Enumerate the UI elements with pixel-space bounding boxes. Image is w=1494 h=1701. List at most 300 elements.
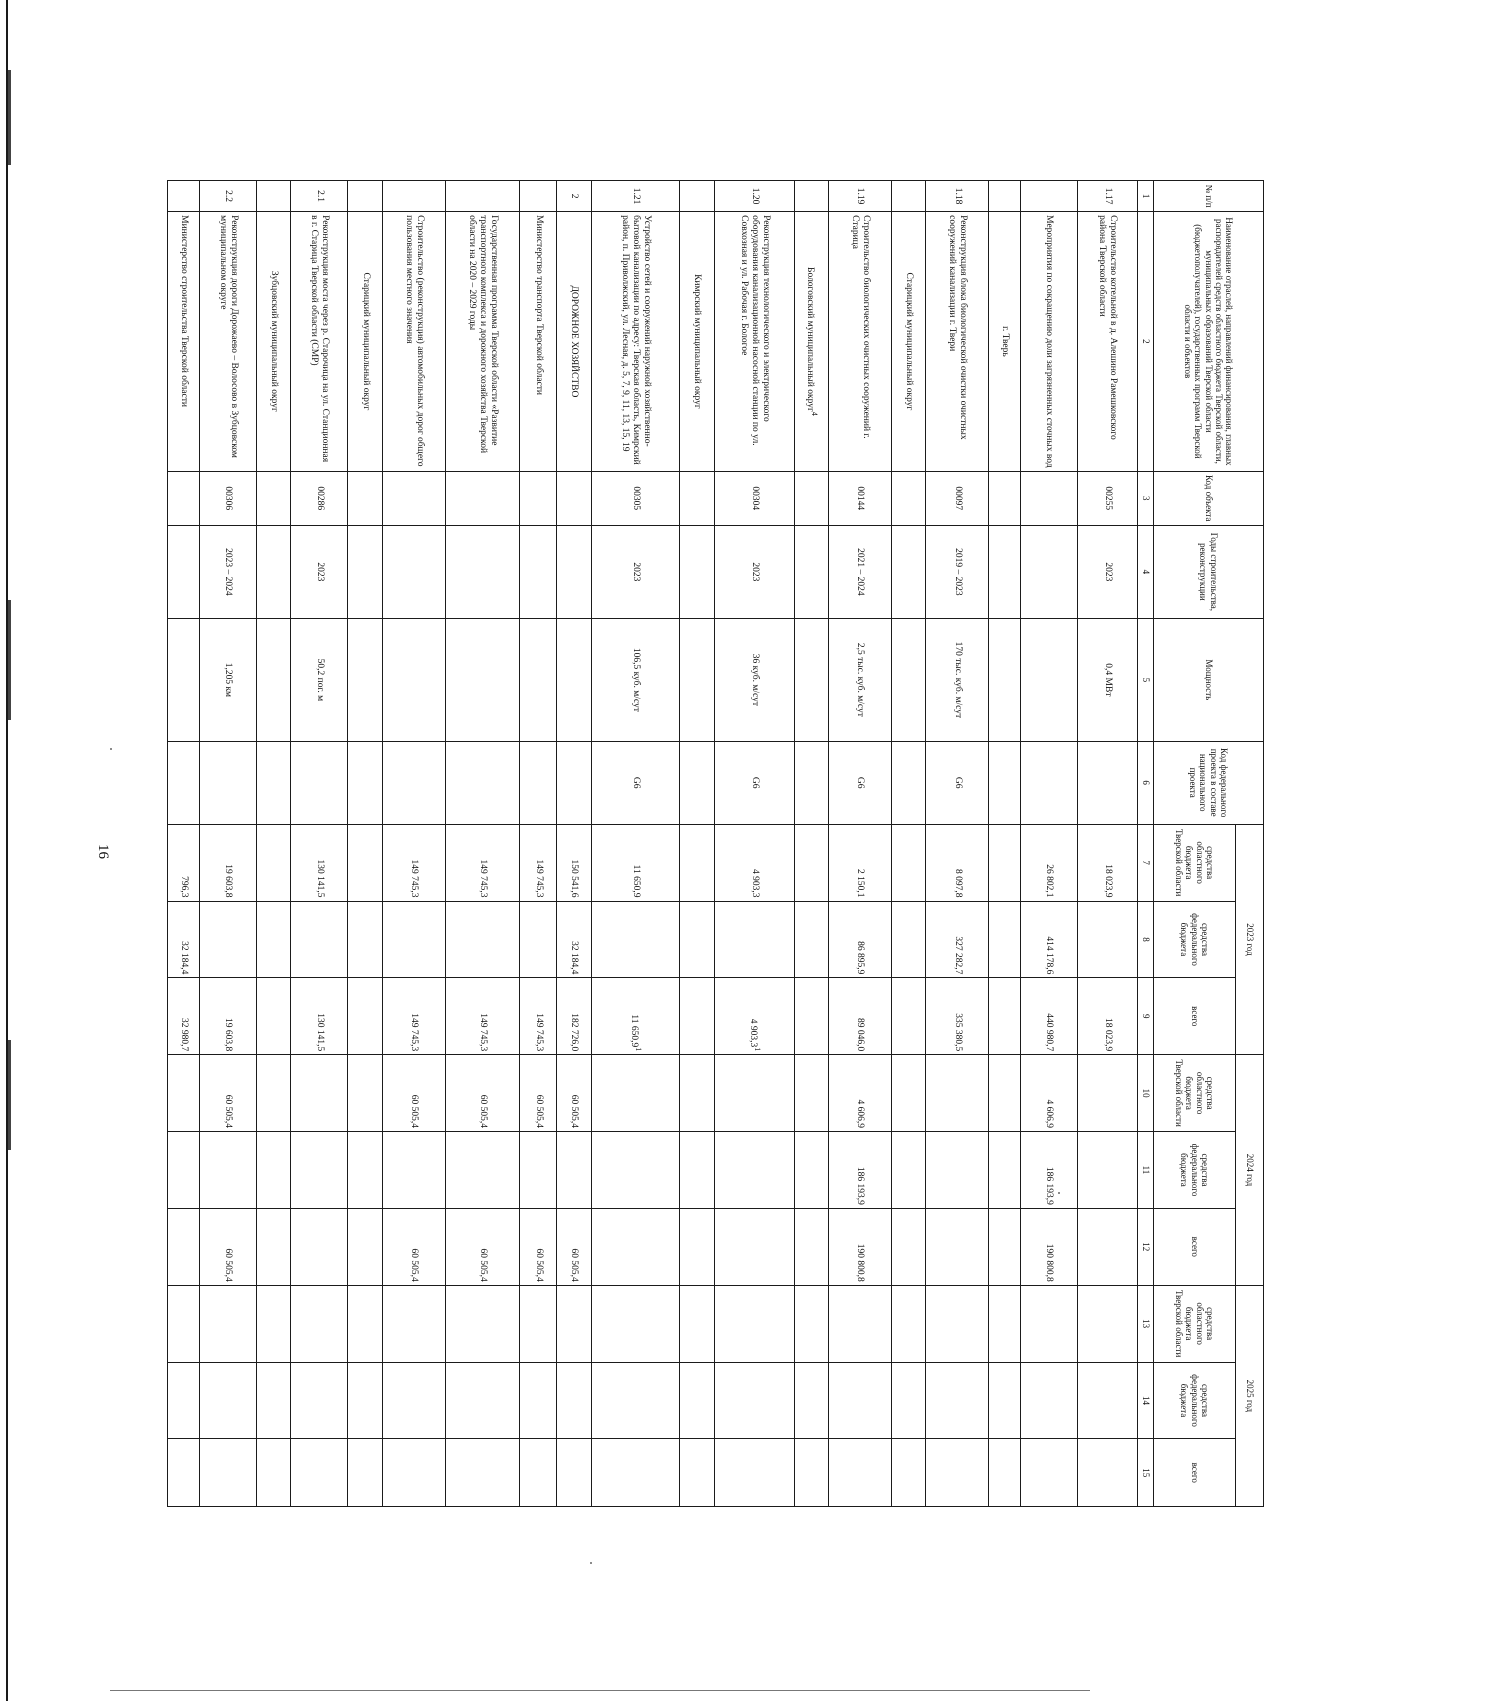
amount-cell (794, 1439, 828, 1507)
amount-cell (714, 901, 794, 978)
amount-cell (256, 1055, 290, 1132)
amount-cell (714, 978, 794, 1055)
amount-cell (291, 1285, 348, 1362)
amount-cell (348, 1362, 382, 1439)
row-name-text: Строительство биологических очистных сооружений г. Старица (850, 215, 871, 439)
amount-value: 60 505,4 (533, 1248, 544, 1282)
amount-cell (1020, 1439, 1077, 1507)
footnote-marker: 4 (809, 411, 819, 416)
amount-value: 89 046,0 (855, 1017, 866, 1052)
header-total: всего (1154, 1208, 1236, 1285)
amount-cell (291, 1208, 348, 1285)
federal-project-code (1077, 741, 1137, 824)
row-name (1020, 212, 1077, 472)
row-name (829, 212, 892, 472)
amount-value: 130 141,5 (314, 859, 325, 898)
amount-cell (199, 1285, 256, 1362)
column-number: 7 (1138, 824, 1154, 901)
row-name (891, 212, 925, 472)
construction-years (989, 525, 1020, 618)
federal-project-code (168, 741, 200, 824)
amount-cell (926, 1362, 989, 1439)
federal-project-code (382, 741, 445, 824)
capacity (891, 619, 925, 742)
table-row (794, 181, 828, 1507)
federal-project-code (926, 741, 989, 824)
amount-value: 60 505,4 (223, 1248, 234, 1282)
amount-cell (256, 1132, 290, 1209)
federal-project-code (989, 741, 1020, 824)
federal-project-code-text: G6 (630, 776, 641, 789)
capacity (680, 619, 714, 742)
object-code (520, 471, 557, 525)
construction-years-text: 2023 (630, 562, 641, 582)
amount-cell (1077, 901, 1137, 978)
amount-cell (1077, 824, 1137, 901)
row-name-text: Министерство транспорта Тверской области (533, 215, 544, 395)
amount-value: 130 141,5 (314, 1013, 325, 1052)
amount-cell (891, 978, 925, 1055)
column-number: 3 (1138, 471, 1154, 525)
amount-cell (291, 1132, 348, 1209)
amount-cell (382, 1285, 445, 1362)
federal-project-code (714, 741, 794, 824)
scan-bottom-line (110, 1690, 1090, 1691)
row-name (256, 212, 290, 472)
amount-cell (557, 824, 591, 901)
row-name (680, 212, 714, 472)
capacity (1077, 619, 1137, 742)
amount-cell (199, 1362, 256, 1439)
object-code (926, 471, 989, 525)
row-name-text: Строительство (реконструкция) автомобильных дорог общего пользования местного значения (403, 215, 425, 467)
amount-cell (829, 901, 892, 978)
header-federal-code: Код федерального проекта в составе национального проекта (1154, 741, 1264, 824)
construction-years (557, 525, 591, 618)
amount-value: 190 800,8 (855, 1243, 866, 1282)
federal-project-code (591, 741, 680, 824)
amount-cell (1077, 1439, 1137, 1507)
amount-cell (989, 978, 1020, 1055)
amount-cell (1077, 978, 1137, 1055)
amount-cell (557, 1439, 591, 1507)
amount-cell (794, 978, 828, 1055)
construction-years (348, 525, 382, 618)
amount-cell (591, 1439, 680, 1507)
table-row (926, 181, 989, 1507)
financing-table (167, 180, 1264, 1507)
amount-value: 32 184,4 (569, 941, 580, 975)
header-num: № п/п (1154, 181, 1264, 212)
amount-value: 60 505,4 (409, 1094, 420, 1129)
amount-cell (714, 1362, 794, 1439)
amount-cell (520, 1208, 557, 1285)
amount-cell (256, 978, 290, 1055)
table-row (557, 181, 591, 1507)
amount-cell (891, 1208, 925, 1285)
amount-cell (382, 978, 445, 1055)
federal-project-code-text: G6 (749, 776, 760, 789)
capacity (168, 619, 200, 742)
amount-cell (591, 978, 680, 1055)
amount-cell (168, 1132, 200, 1209)
amount-cell (557, 978, 591, 1055)
header-capacity: Мощность (1154, 619, 1264, 742)
row-number-text: 2.1 (314, 190, 325, 202)
federal-project-code-text: G6 (952, 776, 963, 789)
amount-cell (348, 978, 382, 1055)
amount-cell (520, 1362, 557, 1439)
amount-cell (199, 978, 256, 1055)
amount-cell (680, 1285, 714, 1362)
row-name-text: Государственная программа Тверской области «Развитие транспортного комплекса и дорожного хозяйства Тверской области на 2020 – 2029 годы (466, 215, 499, 454)
row-name-text: Мероприятия по сокращению доли загрязненных сточных вод (1044, 215, 1055, 468)
construction-years (445, 525, 519, 618)
footnote-marker: 1 (633, 1047, 643, 1052)
column-number: 2 (1138, 212, 1154, 472)
header-federal-budget: средства федерального бюджета (1154, 1362, 1236, 1439)
object-code (829, 471, 892, 525)
row-name (591, 212, 680, 472)
amount-value: 186 193,9 (855, 1166, 866, 1205)
capacity (989, 619, 1020, 742)
federal-project-code-text: G6 (855, 776, 866, 789)
table-row (1077, 181, 1137, 1507)
object-code (382, 471, 445, 525)
amount-cell (829, 1362, 892, 1439)
scan-edge (6, 0, 8, 1701)
capacity-text: 106,5 куб. м/сут (630, 647, 641, 712)
amount-cell (445, 824, 519, 901)
amount-cell (714, 1285, 794, 1362)
amount-value: 150 541,6 (569, 859, 580, 898)
column-number: 12 (1138, 1208, 1154, 1285)
construction-years-text: 2023 (1102, 562, 1113, 582)
amount-cell (829, 978, 892, 1055)
object-code-text: 00304 (749, 486, 760, 511)
amount-cell (291, 901, 348, 978)
object-code-text: 00097 (952, 486, 963, 511)
capacity (714, 619, 794, 742)
amount-cell (1020, 901, 1077, 978)
row-number-text: 1.19 (855, 187, 866, 205)
amount-cell (1020, 1055, 1077, 1132)
amount-cell (794, 1055, 828, 1132)
amount-cell (168, 1285, 200, 1362)
table-row (989, 181, 1020, 1507)
row-name-text: Устройство сетей и сооружений наружной хозяйственно-бытовой канализации по адресу: Тверская область, Кимрский район, п. Приволжский, ул. Лесная, д. 5, 7, 9, 11, 13, 15, 19 (619, 215, 652, 465)
capacity-text: 170 тыс. куб. м/сут (952, 641, 963, 719)
amount-cell (829, 1055, 892, 1132)
object-code-text: 00286 (314, 486, 325, 511)
scan-mark (8, 600, 11, 720)
row-number (557, 181, 591, 212)
amount-cell (591, 901, 680, 978)
amount-cell (680, 1132, 714, 1209)
amount-value: 60 505,4 (409, 1248, 420, 1282)
table-row (168, 181, 200, 1507)
amount-cell (256, 1208, 290, 1285)
amount-cell (557, 1132, 591, 1209)
amount-cell (591, 824, 680, 901)
construction-years (794, 525, 828, 618)
amount-value: 18 023,9 (1102, 864, 1113, 898)
amount-cell (680, 824, 714, 901)
amount-cell (445, 901, 519, 978)
column-number: 4 (1138, 525, 1154, 618)
table-row (1020, 181, 1077, 1507)
object-code (591, 471, 680, 525)
scan-mark (8, 70, 11, 165)
object-code (168, 471, 200, 525)
row-number-text: 1.20 (749, 187, 760, 205)
amount-cell (445, 1208, 519, 1285)
capacity (445, 619, 519, 742)
amount-cell (382, 824, 445, 901)
row-name-text: Бологовский муниципальный округ (804, 266, 815, 412)
amount-value: 4 903,3 (747, 1018, 758, 1048)
column-number: 15 (1138, 1439, 1154, 1507)
federal-project-code (445, 741, 519, 824)
table-row (348, 181, 382, 1507)
amount-cell (591, 1055, 680, 1132)
capacity-text: 0,4 МВт (1102, 663, 1113, 697)
federal-project-code (557, 741, 591, 824)
amount-cell (256, 1439, 290, 1507)
table-row (680, 181, 714, 1507)
amount-cell (891, 1439, 925, 1507)
scan-dot (590, 1562, 592, 1564)
amount-value: 26 802,1 (1044, 864, 1055, 898)
row-number (989, 181, 1020, 212)
row-name-text: Кимрский муниципальный округ (692, 274, 703, 409)
row-number (199, 181, 256, 212)
amount-cell (926, 1439, 989, 1507)
object-code (794, 471, 828, 525)
amount-value: 86 895,9 (855, 941, 866, 975)
row-number (794, 181, 828, 212)
federal-project-code (291, 741, 348, 824)
federal-project-code (256, 741, 290, 824)
amount-value: 32 184,4 (178, 941, 189, 975)
construction-years (891, 525, 925, 618)
construction-years (256, 525, 290, 618)
amount-cell (445, 978, 519, 1055)
column-number-row (1138, 181, 1154, 1507)
amount-cell (348, 1285, 382, 1362)
amount-cell (348, 1439, 382, 1507)
amount-cell (168, 978, 200, 1055)
construction-years-text: 2023 (749, 562, 760, 582)
table-container (167, 180, 1494, 1483)
row-name (382, 212, 445, 472)
row-number (1020, 181, 1077, 212)
amount-cell (520, 1439, 557, 1507)
amount-value: 149 745,3 (477, 859, 488, 898)
federal-project-code (199, 741, 256, 824)
header-regional-budget: средства областного бюджета Тверской области (1154, 1055, 1236, 1132)
row-name-text: Старицкий муниципальный округ (904, 272, 915, 411)
header-regional-budget: средства областного бюджета Тверской области (1154, 824, 1236, 901)
capacity (199, 619, 256, 742)
capacity (926, 619, 989, 742)
amount-value: 149 745,3 (533, 1013, 544, 1052)
amount-cell (199, 1132, 256, 1209)
amount-cell (1077, 1285, 1137, 1362)
header-name: Наименование отраслей, направлений финансирования, главных распорядителей средств областного бюджета Тверской области, муниципальных образований Тверской области (бюджетополучателей), государственных программ Тверской области и объектов (1154, 212, 1264, 472)
amount-cell (168, 1362, 200, 1439)
capacity (557, 619, 591, 742)
amount-value: 190 800,8 (1044, 1243, 1055, 1282)
construction-years-text: 2023 – 2024 (223, 548, 234, 596)
amount-value: 60 505,4 (477, 1248, 488, 1282)
table-row (891, 181, 925, 1507)
row-name-text: Министерство строительства Тверской области (178, 215, 189, 407)
amount-cell (1077, 1362, 1137, 1439)
amount-cell (557, 1055, 591, 1132)
federal-project-code (1020, 741, 1077, 824)
header-total: всего (1154, 1439, 1236, 1507)
row-name (794, 212, 828, 472)
amount-cell (829, 1439, 892, 1507)
construction-years (714, 525, 794, 618)
amount-cell (989, 1055, 1020, 1132)
row-number (680, 181, 714, 212)
object-code-text: 00255 (1102, 486, 1113, 511)
amount-cell (891, 901, 925, 978)
amount-cell (291, 824, 348, 901)
amount-cell (680, 978, 714, 1055)
column-number: 5 (1138, 619, 1154, 742)
amount-cell (926, 978, 989, 1055)
amount-value: 19 603,8 (223, 864, 234, 898)
header-federal-budget: средства федерального бюджета (1154, 1132, 1236, 1209)
page-number: 16 (95, 844, 111, 859)
object-code-text: 00305 (630, 486, 641, 511)
amount-cell (591, 1208, 680, 1285)
row-number-text: 2.2 (223, 190, 234, 202)
amount-cell (989, 1208, 1020, 1285)
amount-cell (926, 1208, 989, 1285)
amount-cell (714, 1208, 794, 1285)
row-name-text: Реконструкция технологического и электрического оборудования канализационной насосной станции по ул. Совхозная и ул. Рабочая г. Бологое (738, 215, 771, 446)
row-name (714, 212, 794, 472)
amount-cell (1020, 1132, 1077, 1209)
header-regional-budget: средства областного бюджета Тверской области (1154, 1285, 1236, 1362)
amount-cell (199, 1055, 256, 1132)
scan-mark (8, 1040, 11, 1150)
amount-cell (199, 1208, 256, 1285)
row-number (591, 181, 680, 212)
capacity-text: 36 куб. м/сут (749, 653, 760, 706)
amount-cell (445, 1132, 519, 1209)
amount-cell (445, 1055, 519, 1132)
amount-cell (445, 1362, 519, 1439)
capacity-text: 1,205 км (223, 662, 234, 698)
capacity (382, 619, 445, 742)
amount-cell (989, 1132, 1020, 1209)
amount-cell (168, 1055, 200, 1132)
amount-cell (520, 1055, 557, 1132)
row-number (168, 181, 200, 212)
amount-cell (591, 1362, 680, 1439)
header-code: Код объекта (1154, 471, 1264, 525)
amount-cell (794, 1285, 828, 1362)
row-name (989, 212, 1020, 472)
row-number-text: 1.21 (630, 187, 641, 205)
amount-value: 186 193,9 (1044, 1166, 1055, 1205)
header-year-2023: 2023 год (1236, 824, 1264, 1055)
amount-cell (291, 978, 348, 1055)
amount-value: 182 726,0 (569, 1013, 580, 1052)
object-code-text: 00144 (855, 486, 866, 511)
row-name-text: Старицкий муниципальный округ (360, 272, 371, 411)
amount-cell (926, 1285, 989, 1362)
object-code (256, 471, 290, 525)
amount-cell (445, 1439, 519, 1507)
amount-value: 11 650,9 (630, 864, 641, 898)
construction-years-text: 2021 – 2024 (855, 548, 866, 596)
amount-cell (829, 1208, 892, 1285)
amount-cell (557, 1208, 591, 1285)
table-row (829, 181, 892, 1507)
amount-value: 11 650,9 (628, 1014, 639, 1048)
amount-cell (926, 824, 989, 901)
amount-cell (291, 1055, 348, 1132)
amount-cell (291, 1439, 348, 1507)
amount-cell (348, 1208, 382, 1285)
row-number (291, 181, 348, 212)
capacity (291, 619, 348, 742)
amount-cell (1077, 1055, 1137, 1132)
row-number (714, 181, 794, 212)
federal-project-code (829, 741, 892, 824)
amount-cell (714, 1439, 794, 1507)
amount-cell (829, 1285, 892, 1362)
construction-years-text: 2019 – 2023 (952, 548, 963, 596)
construction-years (926, 525, 989, 618)
object-code (1077, 471, 1137, 525)
amount-value: 414 178,6 (1044, 936, 1055, 975)
amount-cell (794, 901, 828, 978)
row-name (1077, 212, 1137, 472)
amount-cell (382, 1055, 445, 1132)
capacity-text: 50,2 пог. м (314, 658, 325, 702)
amount-cell (891, 1285, 925, 1362)
amount-cell (1020, 824, 1077, 901)
object-code-text: 00306 (223, 486, 234, 511)
amount-value: 4 606,9 (855, 1099, 866, 1129)
amount-value: 149 745,3 (409, 1013, 420, 1052)
federal-project-code (680, 741, 714, 824)
row-name-text: Реконструкция моста через р. Старочица на ул. Станционная в г. Старица Тверской области (СМР) (309, 215, 331, 463)
construction-years (591, 525, 680, 618)
amount-value: 149 745,3 (477, 1013, 488, 1052)
table-row (291, 181, 348, 1507)
amount-cell (382, 1132, 445, 1209)
table-row (199, 181, 256, 1507)
row-number-text: 2 (569, 193, 580, 199)
amount-cell (348, 901, 382, 978)
table-row (520, 181, 557, 1507)
row-name-text: Реконструкция дороги Дорожаево – Волосово в Зубцовском муниципальном округе (217, 215, 239, 458)
amount-value: 8 097,8 (952, 869, 963, 898)
column-number: 13 (1138, 1285, 1154, 1362)
row-number (891, 181, 925, 212)
amount-cell (199, 901, 256, 978)
capacity (348, 619, 382, 742)
amount-cell (382, 1208, 445, 1285)
